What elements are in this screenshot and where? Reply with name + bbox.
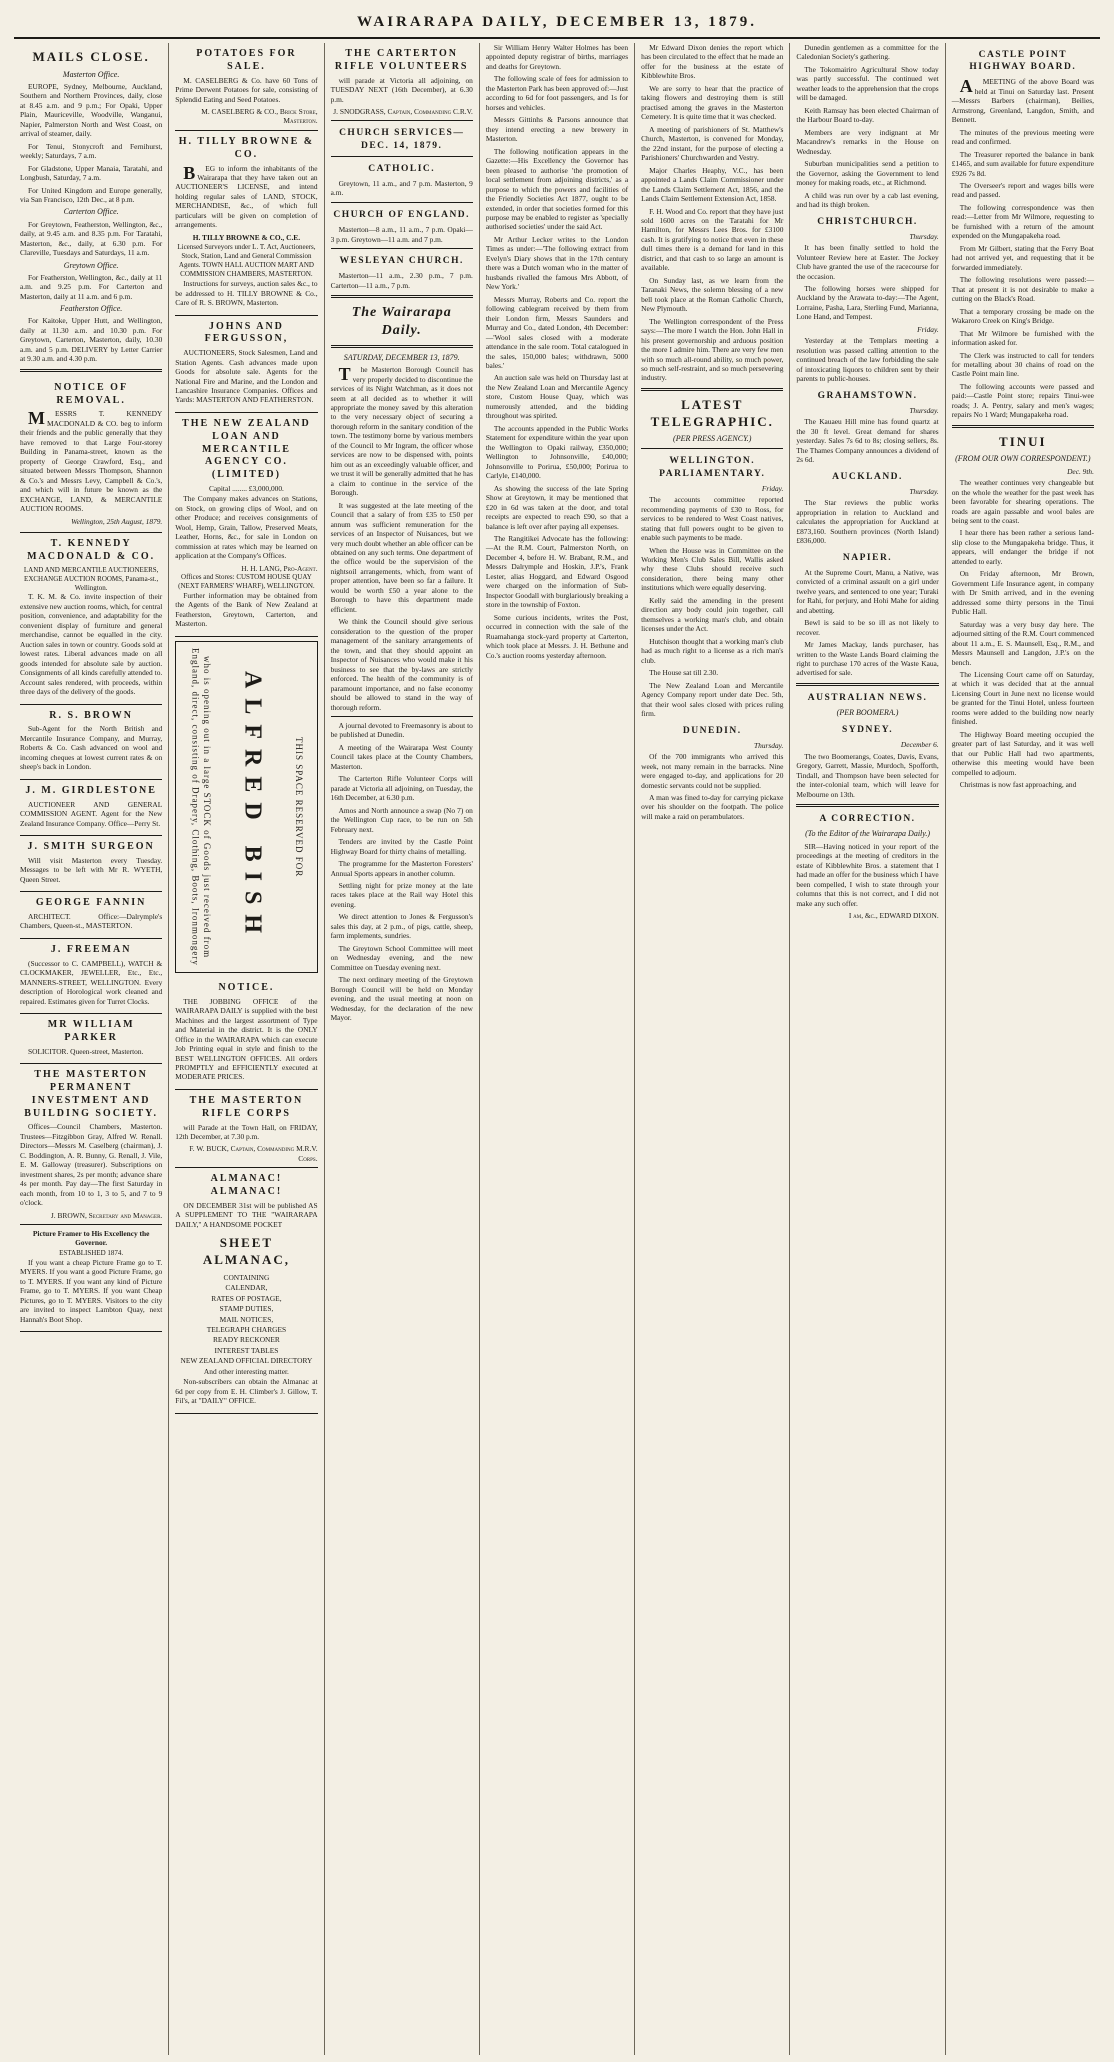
news-paragraph: Major Charles Heaphy, V.C., has been appointed a Lands Claim Commissioner under the Lands Claim Settlement Act, 1856, and the Lands Claim Settlement Extension Act, 1858. xyxy=(641,165,784,204)
news-paragraph: Hutchison thought that a working man's club had as much right to a license as a rich man's club. xyxy=(641,636,784,665)
news-paragraph: The Rangitikei Advocate has the following:—At the R.M. Court, Palmerston North, on December 4, before H. W. Brabant, R.M., and Messrs Dalrymple and Hoskin, J.P.'s, Frank Lester, alias Hoggard, and Edward Osgood were charged on the information of Sub-Inspector Goodall with burglariously breaking a store in the township of Foxton. xyxy=(485,533,629,610)
potatoes-ad-signature: M. CASELBERG & CO., Brick Store, Masterton. xyxy=(201,107,318,126)
news-paragraph: The following notification appears in the Gazette:—His Excellency the Governor has been pleased to authorise 'the promotion of local settlement from adjoining districts,' as a purpose to which the powers and facilities of the Friendly Societies Act 1877, ought to be extended, in order that societies formed for this purpose may be enabled to register as 'specially authorised societies' under the said Act. xyxy=(485,146,629,232)
dunedin-heading: DUNEDIN. xyxy=(682,725,742,736)
divider xyxy=(331,716,473,717)
news-paragraph: Members are very indignant at Mr Macandrew's remarks in the House on Wednesday. xyxy=(796,127,939,156)
jobbing-office-title: NOTICE. xyxy=(218,981,275,993)
tinui-paragraph: The weather continues very changeable but on the whole the weather for the past week has been favorable for shearing operations. The roads are again passable and wool bales are being sent to the coast. xyxy=(951,478,1094,525)
news-paragraph: Suburban municipalities send a petition to the Governor, asking the Government to lend money for making roads, etc., at Richmond. xyxy=(796,159,939,188)
nz-loan-ad xyxy=(175,413,317,637)
news-paragraph: Of the 700 immigrants who arrived this week, not many remain in the barracks. Nine were engaged to-day, and applications for 20 domestic servants could not be supplied. xyxy=(641,752,784,790)
news-paragraph: Messrs Gittinhs & Parsons announce that they intend erecting a new brewery in Masterton. xyxy=(485,115,629,144)
news-paragraph: A man was fined to-day for carrying pickaxe over his shoulder on the footpath. The police will make a raid on perambulators. xyxy=(641,793,784,821)
editorial-date: SATURDAY, DECEMBER 13, 1879. xyxy=(343,352,460,362)
christchurch-heading: CHRISTCHURCH. xyxy=(817,216,918,227)
almanac-title: ALMANAC! ALMANAC! xyxy=(210,1173,283,1198)
fannin-ad-title: GEORGE FANNIN xyxy=(35,897,147,909)
news-paragraph: The Wellington correspondent of the Press says:—The more I watch the Hon. John Hall in his present governorship and arduous position the more I admire him. There are very few men with so much all-round ability, so much power, so much self-restraint, and so much persevering industry. xyxy=(641,316,784,383)
building-society-title: THE MASTERTON PERMANENT INVESTMENT AND BUILDING SOCIETY. xyxy=(24,1069,158,1119)
almanac-content-item: CONTAINING xyxy=(223,1272,270,1282)
column-1 xyxy=(14,43,169,2055)
rifle-corps-notice xyxy=(175,1090,317,1168)
news-paragraph: The Kauaeu Hill mine has found quartz at the 30 ft level. Great demand for shares yesterday. Sales 7s 6d to 8s; closing sellers, 8s. The Thames Company announces a dividend of 2s 6d. xyxy=(796,417,939,465)
news-paragraph: A meeting of the Wairarapa West County Council takes place at the County Chambers, Masterton. xyxy=(330,742,473,771)
news-paragraph: We direct attention to Jones & Fergusson's sales this day, at 2 p.m., of pigs, cattle, sheep, farm implements, sundries. xyxy=(330,912,473,941)
highway-board-paragraph: That a temporary crossing be made on the Wakaroro Creek on King's Bridge. xyxy=(951,306,1094,326)
picture-framer-established: ESTABLISHED 1874. xyxy=(59,1248,124,1257)
nz-loan-capital: Capital ........ £3,000,000. xyxy=(208,483,284,493)
potatoes-ad-title: POTATOES FOR SALE. xyxy=(196,48,297,72)
latest-telegraphic-source: (PER PRESS AGENCY.) xyxy=(673,434,752,444)
rifle-corps-title: THE MASTERTON RIFLE CORPS xyxy=(189,1094,304,1119)
alfred-bish-name: ALFRED BISH xyxy=(239,670,266,943)
tilly-browne-instructions: Instructions for surveys, auction sales &c., to be addressed to H. TILLY BROWNE & Co., Care of R. S. BROWN, Masterton. xyxy=(175,279,318,308)
masterton-office-heading: Masterton Office. xyxy=(62,69,120,79)
wesleyan-heading: WESLEYAN CHURCH. xyxy=(339,255,464,266)
news-paragraph: Mr James Mackay, lands purchaser, has written to the Waste Lands Board claiming the right to purchase 170 acres of the Waste Kaua, advertised for sale. xyxy=(796,640,939,678)
divider xyxy=(331,202,473,203)
surgeon-ad-text: Will visit Masterton every Tuesday. Messages to be left with Mr R. WYETH, Queen Street. xyxy=(20,855,163,884)
dateline: Thursday. xyxy=(754,740,784,750)
mails-paragraph: For United Kingdom and Europe generally, via San Francisco, 12th Dec., at 8 p.m. xyxy=(20,185,163,205)
highway-board-paragraph: AMEETING of the above Board was held at Tinui on Saturday last. Present—Messrs Barbers (chairman), Beilies, Armstrong, Greenland, Langdon, Smith, and Bennett. xyxy=(951,76,1094,125)
parker-ad xyxy=(20,1014,162,1064)
news-paragraph: Keith Ramsay has been elected Chairman of the Harbour Board to-day. xyxy=(796,105,939,125)
catholic-heading: CATHOLIC. xyxy=(368,163,436,174)
correction-signature: I am, &c., EDWARD DIXON. xyxy=(848,910,939,920)
church-of-england-heading: CHURCH OF ENGLAND. xyxy=(333,209,471,220)
napier-heading: NAPIER. xyxy=(842,552,893,563)
mails-paragraph: For Gladstone, Upper Manaia, Taratahi, and Longbush, Saturday, 7 a.m. xyxy=(20,163,163,183)
catholic-times: Greytown, 11 a.m., and 7 p.m. Masterton, 9 a.m. xyxy=(330,178,473,198)
divider xyxy=(331,156,473,157)
news-paragraph: We are sorry to hear that the practice of taking flowers and destroying them is still practised among the graves in the Masterton Cemetery. It is quite time that it was checked. xyxy=(641,83,784,122)
paper-title: The Wairarapa Daily. xyxy=(351,305,452,338)
divider xyxy=(20,369,162,372)
divider xyxy=(331,345,473,348)
nz-loan-offices: Offices and Stores: CUSTOM HOUSE QUAY (NEXT FARMERS' WHARF), WELLINGTON. xyxy=(178,573,315,591)
highway-board-paragraph: The Overseer's report and wages bills were read and passed. xyxy=(951,181,1094,200)
nz-loan-signature: H. H. LANG, Pro-Agent. xyxy=(241,563,318,573)
johns-fergusson-ad xyxy=(175,316,317,413)
highway-board-paragraph: From Mr Gilbert, stating that the Ferry Boat had not arrived yet, and requesting that it be forwarded immediately. xyxy=(951,243,1094,272)
surgeon-ad-title: J. SMITH SURGEON xyxy=(27,840,155,852)
tinui-paragraph: Christmas is now fast approaching, and xyxy=(959,780,1077,790)
divider xyxy=(796,683,938,686)
column-6 xyxy=(790,43,945,2055)
news-paragraph: Mr Arthur Lecker writes to the London Times as under:—'The following extract from Evelyn's Diary shows that in the 17th century there was a Dutch woman who in the matter of husbands rivalled the famous Mrs Abbott, of New York.' xyxy=(485,234,629,292)
mails-paragraph: For Featherston, Wellington, &c., daily at 11 a.m. and 9.25 p.m. For Carterton and Masterton, daily at 11 a.m. and 6 p.m. xyxy=(20,272,163,301)
news-paragraph: Settling night for prize money at the late races takes place at the Rail way Hotel this evening. xyxy=(330,881,473,909)
brown-ad xyxy=(20,705,162,780)
almanac-content-item: RATES OF POSTAGE, xyxy=(211,1293,282,1303)
potatoes-ad-text: M. CASELBERG & Co. have 60 Tons of Prime Derwent Potatoes for sale, consisting of Splendid Eating and Seed Potatoes. xyxy=(175,75,318,104)
kennedy-ad-title: T. KENNEDY MACDONALD & CO. xyxy=(27,538,156,562)
kennedy-ad-text: T. K. M. & Co. invite inspection of their extensive new auction rooms, which, for central position, convenience, and adaptability for the convenient display of furniture and general merchandise, cannot be equalled in the city. Auction sales in town or country. Goods sold at lowest rates. Liberal advances made on all goods intended for absolute sale by auction. Consignments of all kinds carefully attended to. Account sales rendered, with proceeds, within three days of the delivery of the goods. xyxy=(20,592,163,697)
kennedy-ad xyxy=(20,533,162,705)
divider xyxy=(331,295,473,298)
auckland-heading: AUCKLAND. xyxy=(832,471,903,482)
news-paragraph: The next ordinary meeting of the Greytown Borough Council will be held on Monday evening, and the usual meeting at noon on Wednesday, for the declaration of the new Mayor. xyxy=(330,975,473,1023)
news-paragraph: The Tokomairiro Agricultural Show today was partly successful. The continued wet weather leads to the apprehension that the crops will be damaged. xyxy=(796,64,939,103)
greytown-office-heading: Greytown Office. xyxy=(63,260,119,270)
picture-framer-text: If you want a cheap Picture Frame go to T. MYERS. If you want a good Picture Frame, go to T. MYERS. If you want any kind of Picture Frame, go to T. MYERS. If you want Cheap Pictures, go to T. MYERS. Visitors to the city are invited to inspect Lambton Quay, next Hannah's Boot Shop. xyxy=(20,1257,163,1324)
column-7 xyxy=(946,43,1100,2055)
girdlestone-ad-text: AUCTIONEER AND GENERAL COMMISSION AGENT. Agent for the New Zealand Insurance Company. Office—Perry St. xyxy=(20,799,163,828)
mails-paragraph: For Tenui, Stonycroft and Fernihurst, weekly; Saturdays, 7 a.m. xyxy=(20,141,163,161)
dateline: Friday. xyxy=(761,483,784,493)
tilly-browne-signature: H. TILLY BROWNE & CO., C.E. xyxy=(192,232,301,242)
featherston-office-heading: Featherston Office. xyxy=(60,304,123,314)
news-paragraph: The programme for the Masterton Foresters' Annual Sports appears in another column. xyxy=(330,859,473,878)
johns-fergusson-text: AUCTIONEERS, Stock Salesmen, Land and Station Agents. Cash advances made upon Goods for absolute sale. Agents for the National Fire and Marine, and the London and Lancashire Insurance Companies. Offices and Yards: MASTERTON AND FEATHERSTON. xyxy=(175,348,318,405)
tinui-paragraph: On Friday afternoon, Mr Brown, Government Life Insurance agent, in company with Dr Smith arrived, and in the evening addressed some thirty persons in the Tinui Public Hall. xyxy=(951,569,1094,617)
freeman-ad xyxy=(20,939,162,1014)
news-paragraph: At the Supreme Court, Manu, a Native, was convicted of a criminal assault on a girl under twelve years, and sentenced to one year; Turaki for Rahi, for perjury, and Hohi Mahe for aiding and abetting. xyxy=(796,567,939,615)
mails-paragraph: For Kaitoke, Upper Hutt, and Wellington, daily at 11.30 a.m. and 10.30 p.m. For Greytown, Carterton, Masterton, daily, 10.30 a.m. and 5 p.m. DELIVERY by Letter Carrier at 9.30 a.m. and 4.30 p.m. xyxy=(20,316,163,364)
carterton-rifle-title: THE CARTERTON RIFLE VOLUNTEERS xyxy=(334,48,469,72)
picture-framer-ad xyxy=(20,1225,162,1332)
column-2 xyxy=(169,43,324,2055)
dateline: Thursday. xyxy=(909,405,939,415)
freeman-ad-text: (Successor to C. CAMPBELL), WATCH & CLOCKMAKER, JEWELLER, Etc., Etc., MANNERS-STREET, WELLINGTON. Every description of Horological work cleaned and repaired. Estimates given for Turret Clocks. xyxy=(20,958,163,1006)
jobbing-office-text: THE JOBBING OFFICE of the WAIRARAPA DAILY is supplied with the best Machines and the largest assortment of Type and Material in the district. It is the ONLY Office in the WAIRARAPA which can execute Job Printing equal in style and finish to the BEST WELLINGTON OFFICES. All orders PROMPTLY and EFFICIENTLY executed at MODERATE PRICES. xyxy=(175,996,318,1082)
wesleyan-times: Masterton—11 a.m., 2.30 p.m., 7 p.m. Carterton—11 a.m., 7 p.m. xyxy=(330,271,473,290)
carterton-rifle-notice xyxy=(331,43,473,121)
news-paragraph: The two Boomerangs, Coates, Davis, Evans, Gregory, Garrett, Massie, Murdoch, Spofforth, Tindall, and Thompson have been selected for the inter-colonial team, which will leave for Melbourne on 13th. xyxy=(796,751,939,799)
news-paragraph: On Sunday last, as we learn from the Taranaki News, the solemn blessing of a new bell took place at the Roman Catholic Church, New Plymouth. xyxy=(641,275,784,314)
almanac-content-item: NEW ZEALAND OFFICIAL DIRECTORY xyxy=(180,1356,313,1366)
fannin-ad-text: ARCHITECT. Office:—Dalrymple's Chambers, Queen-st., MASTERTON. xyxy=(20,911,163,931)
highway-board-paragraph: The minutes of the previous meeting were read and confirmed. xyxy=(951,127,1094,147)
tilly-browne-title: H. TILLY BROWNE & CO. xyxy=(178,135,315,160)
removal-notice xyxy=(20,377,162,533)
potatoes-ad xyxy=(175,43,317,131)
masthead: WAIRARAPA DAILY, DECEMBER 13, 1879. xyxy=(14,10,1100,39)
news-paragraph: Mr Edward Dixon denies the report which has been circulated to the effect that he made an offer for the business at the estate of Kibblewhite Bros. xyxy=(641,43,784,81)
wellington-heading: WELLINGTON. PARLIAMENTARY. xyxy=(659,456,766,479)
news-paragraph: Sir William Henry Walter Holmes has been appointed deputy registrar of births, marriages and deaths for Greytown. xyxy=(485,43,629,71)
divider xyxy=(641,448,783,449)
tinui-paragraph: Saturday was a very busy day here. The adjourned sitting of the R.M. Court commenced about 11 a.m., E. S. Maunsell, Esq., R.M., and Messrs Maunsell and Langdon, J.P.'s on the bench. xyxy=(951,619,1094,667)
almanac-content-item: INTEREST TABLES xyxy=(214,1345,279,1355)
tinui-heading: TINUI xyxy=(999,433,1047,449)
news-paragraph: Bewl is said to be so ill as not likely to recover. xyxy=(796,618,939,637)
building-society-text: Offices—Council Chambers, Masterton. Trustees—Fitzgibbon Gray, Alfred W. Renall. Directors—Messrs M. Caselberg (chairman), J. C. Boddington, A. R. Bunny, G. Renall, J. Vile, E. M. Galloway (treasurer). Subscriptions on investment shares, 2s per month; advance share 4s per month. Pay day—The first Saturday in each month, from 10 to 1, 3 to 5, and 7 to 9 o'clock. xyxy=(20,1122,163,1208)
news-paragraph: Messrs Murray, Roberts and Co. report the following cablegram received by them from their London firm, Messrs Saunders and Murray and Co., dated London, 4th December:—'Wool sales closed with a moderate attendance in the sale room. Total catalogued in the sales, 150,000 bales; withdrawn, 5000 bales.' xyxy=(485,294,629,370)
almanac-text: ON DECEMBER 31st will be published AS A SUPPLEMENT TO THE "WAIRARAPA DAILY," A HANDSOME POCKET xyxy=(175,1200,318,1229)
divider xyxy=(331,248,473,249)
news-paragraph: The accounts appended in the Public Works Statement for expenditure within the year upon the Wellington to Opaki railway, £350,000; Wellington to Johnsonville, £40,000; Johnsonville to Porirua, £50,000; Porirua to Carlyle, £140,000. xyxy=(485,423,629,481)
news-paragraph: A child was run over by a cab last evening, and had its thigh broken. xyxy=(796,190,939,210)
highway-board-paragraph: The following accounts were passed and paid:—Castle Point store; repairs Tinui-wee roads; J. A. Pentry, salary and men's wages; repairs No 1 Ward; Mungapakeha road. xyxy=(951,381,1094,420)
news-paragraph: The Star reviews the public works appropriation in relation to Auckland and calculates the appropriation for Auckland at £873,160. Southern provinces (North Island) £836,000. xyxy=(796,498,939,546)
freeman-ad-title: J. FREEMAN xyxy=(50,943,132,955)
alfred-bish-details: who is opening out in a large STOCK of Goods just received from England, direct, consisting of Drapery, Clothing, Boots, Ironmongery xyxy=(190,647,212,966)
dateline: December 6. xyxy=(900,740,939,750)
nz-loan-title: THE NEW ZEALAND LOAN AND MERCANTILE AGENCY CO. (LIMITED) xyxy=(182,417,311,481)
tinui-correspondent: (FROM OUR OWN CORRESPONDENT.) xyxy=(955,454,1091,464)
almanac-content-item: TELEGRAPH CHARGES xyxy=(206,1324,287,1334)
building-society-signature: J. BROWN, Secretary and Manager. xyxy=(50,1210,163,1220)
divider xyxy=(641,388,783,391)
news-paragraph: It has been finally settled to hold the Volunteer Review here at Easter. The Jockey Club have granted the use of the racecourse for the occasion. xyxy=(796,243,939,281)
brown-ad-title: R. S. BROWN xyxy=(49,709,133,721)
almanac-content-item: STAMP DUTIES, xyxy=(219,1304,274,1314)
news-paragraph: Some curious incidents, writes the Post, occurred in connection with the sale of the Ruamahanga stock-yard property at Carterton, which took place at Messrs. J. H. Bethune and Co.'s auction rooms yesterday afternoon. xyxy=(485,612,629,660)
almanac-footer: Non-subscribers can obtain the Almanac at 6d per copy from E. H. Climber's J. Gillow, T. Fil's, at "DAILY" OFFICE. xyxy=(175,1377,318,1406)
nz-loan-further: Further information may be obtained from the Agents of the Bank of New Zealand at Featherston, Greytown, Carterton, and Masterton. xyxy=(175,591,318,629)
news-paragraph: F. H. Wood and Co. report that they have just sold 1600 acres on the Taratahi for Mr Hamilton, for Messrs Lees Bros. for £3100 cash. It is gratifying to notice that even in these dull times there is a demand for land in this district, and that cash to so large an amount is available. xyxy=(641,206,784,273)
divider xyxy=(796,804,938,807)
girdlestone-ad-title: J. M. GIRDLESTONE xyxy=(25,784,157,796)
column-4 xyxy=(480,43,635,2055)
news-paragraph: A meeting of parishioners of St. Matthew's Church, Masterton, is convened for Monday, the 22nd instant, for the purpose of electing a Parishioners' Churchwarden and Vestry. xyxy=(641,124,784,163)
news-paragraph: The following horses were shipped for Auckland by the Arawata to-day:—The Agent, Lorraine, Pasha, Lara, Sterling Fund, Marianna, Lone Hand, and Tempest. xyxy=(796,284,939,322)
columns xyxy=(14,43,1100,2055)
tinui-paragraph: The Highway Board meeting occupied the greater part of last Saturday, and it was well that our Public Hall had two apartments, otherwise this meeting would have been compelled to adjourn. xyxy=(951,729,1094,777)
news-paragraph: The Carterton Rifle Volunteer Corps will parade at Victoria all adjoining, on Tuesday, the 16th December, at 6.30 p.m. xyxy=(330,774,473,803)
alfred-bish-reserved: THIS SPACE RESERVED FOR xyxy=(294,736,305,877)
sydney-heading: SYDNEY. xyxy=(842,725,894,736)
correction-letter: SIR—Having noticed in your report of the proceedings at the meeting of creditors in the estate of Kibblewhite Bros. a statement that I had made an offer for the business which I have been compelled, I wish to state through your columns that this is not correct, and I did not make any such offer. xyxy=(796,841,939,908)
news-paragraph: The accounts committee reported recommending payments of £30 to Ross, for services to be rendered to West Coast natives, stating that full powers ought to be given to enable such payments to be made. xyxy=(641,495,784,543)
almanac-content-item: And other interesting matter. xyxy=(203,1366,289,1376)
almanac-content-item: CALENDAR, xyxy=(225,1283,268,1293)
brown-ad-text: Sub-Agent for the North British and Mercantile Insurance Company, and Murray, Roberts & Co. Cash advanced on wool and incoming cheques at lowest current rates & on sheep's back in London. xyxy=(20,724,163,772)
almanac-big-title: SHEET ALMANAC, xyxy=(202,1235,290,1267)
dateline: Thursday. xyxy=(909,486,939,496)
highway-board-paragraph: The Clerk was instructed to call for tenders for metalling about 30 chains of road on the Castle Point main line. xyxy=(951,350,1094,379)
carterton-rifle-signature: J. SNODGRASS, Captain, Commanding C.R.V. xyxy=(333,107,473,116)
dateline: Dec. 9th. xyxy=(1067,466,1094,476)
highway-board-heading: CASTLE POINT HIGHWAY BOARD. xyxy=(969,50,1077,73)
rifle-corps-signature: F. W. BUCK, Captain, Commanding M.R.V. Corps. xyxy=(189,1144,318,1163)
removal-notice-date: Wellington, 25th August, 1879. xyxy=(71,516,163,526)
latest-telegraphic-heading: LATEST TELEGRAPHIC. xyxy=(650,396,774,429)
highway-board-paragraph: The Treasurer reported the balance in bank £1465, and sum available for future expenditure £926 7s 8d. xyxy=(951,149,1094,178)
news-paragraph: Tenders are invited by the Castle Point Highway Board for thirty chains of metalling. xyxy=(330,837,473,856)
removal-notice-title: NOTICE OF REMOVAL. xyxy=(54,381,129,406)
editorial-paragraph: The Masterton Borough Council has very properly decided to discontinue the services of its Night Watchman, as it does not seem at all decided as to whether it will appropriate the money saved by this alteration to the very necessary object of securing a thorough reform in the sanitary condition of the town. The testimony borne by various members of the Council to Mr Ingram, the officer whose services are now to be dispensed with, points him out as an exceedingly valuable officer, and we trust it will be generally admitted that he has a claim to continue in the service of the Borough. xyxy=(330,364,473,498)
news-paragraph: An auction sale was held on Thursday last at the New Zealand Loan and Mercantile Agency store, Custom House Quay, which was numerously attended, and the bidding throughout was spirited. xyxy=(485,373,629,421)
parker-ad-title: MR WILLIAM PARKER xyxy=(47,1019,135,1043)
news-paragraph: Dunedin gentlemen as a committee for the Caledonian Society's gathering. xyxy=(796,43,939,62)
column-3 xyxy=(325,43,480,2055)
column-5 xyxy=(635,43,790,2055)
grahamstown-heading: GRAHAMSTOWN. xyxy=(817,390,918,401)
correction-to-editor: (To the Editor of the Wairarapa Daily.) xyxy=(805,829,931,839)
editorial-paragraph: It was suggested at the late meeting of the Council that a salary of from £35 to £50 per annum was sufficient remuneration for the services of an Inspector of Nuisances, but we very much doubt whether an able officer can be obtained on any such terms. One department of the office would be the supervision of the nightsoil arrangements, which, from want of proper attention, have been so far a failure. It would be worth £50 a year alone to the Borough to have this department made efficient. xyxy=(330,500,473,614)
building-society-ad xyxy=(20,1064,162,1225)
divider xyxy=(952,425,1094,428)
tinui-paragraph: I hear there has been rather a serious land-slip close to the Mungapakeha bridge. Thus, it appears, will endanger the bridge if not attended to early. xyxy=(951,528,1094,566)
highway-board-paragraph: The following correspondence was then read:—Letter from Mr Wilmore, requesting to be furnished with a return of the amount expended on the Mungapakeha road. xyxy=(951,202,1094,241)
surgeon-ad xyxy=(20,836,162,892)
news-paragraph: The Greytown School Committee will meet on Wednesday evening, and the new Committee on Tuesday evening next. xyxy=(330,943,473,972)
picture-framer-title: Picture Framer to His Excellency the Governor. xyxy=(32,1229,150,1248)
tinui-paragraph: The Licensing Court came off on Saturday, at which it was decided that at the annual Licensing Court in June next no license would be granted for the Tinui Hotel, unless fourteen rooms were added to the building now nearly finished. xyxy=(951,670,1094,727)
news-paragraph: Amos and North announce a swap (No 7) on the Wellington Cup race, to be run on 5th February next. xyxy=(330,805,473,834)
news-paragraph: The following scale of fees for admission to the Masterton Park has been approved of:—Just according to 6d for foot passengers, and 1s for horses and vehicles. xyxy=(485,74,629,112)
church-services-heading: CHURCH SERVICES—DEC. 14, 1879. xyxy=(339,128,465,151)
highway-board-paragraph: That Mr Wilmore be furnished with the information asked for. xyxy=(951,328,1094,348)
correction-heading: A CORRECTION. xyxy=(819,814,916,825)
news-paragraph: As showing the success of the late Spring Show at Greytown, it may be mentioned that £20 in 6d was taken at the door, and total receipts are expected to reach £90, so that a balance is left over after paying all expenses. xyxy=(485,483,629,531)
almanac-content-item: READY RECKONER xyxy=(212,1335,280,1345)
mails-close-heading: MAILS CLOSE. xyxy=(32,49,150,64)
alfred-bish-ad xyxy=(175,641,317,973)
news-paragraph: Yesterday at the Templars meeting a resolution was passed calling attention to the continued breach of the law forbidding the sale of intoxicating liquors to children sent by their parents to public-houses. xyxy=(796,336,939,384)
tilly-browne-subtitle: Licensed Surveyors under L. T. Act, Auctioneers, Stock, Station, Land and General Commission Agents. TOWN HALL AUCTION MART AND COMMISSION CHAMBERS, MASTERTON. xyxy=(177,243,316,279)
jobbing-office-notice xyxy=(175,977,317,1090)
news-paragraph: When the House was in Committee on the Working Men's Club Sales Bill, Wallis asked why these Clubs should receive such consideration, there being many other institutions which were equally deserving. xyxy=(641,545,784,593)
fannin-ad xyxy=(20,892,162,939)
australian-news-source: (PER BOOMERA.) xyxy=(836,708,899,718)
almanac-content-item: MAIL NOTICES, xyxy=(219,1314,274,1324)
news-paragraph: Kelly said the amending in the present direction any body could join together, call themselves a working man's club, and obtain licenses under the Act. xyxy=(641,595,784,634)
johns-fergusson-title: JOHNS AND FERGUSSON, xyxy=(204,320,289,345)
news-paragraph: A journal devoted to Freemasonry is about to be published at Dunedin. xyxy=(330,720,473,740)
news-paragraph: The New Zealand Loan and Mercantile Agency Company report under date Dec. 5th, that their wool sales closed with prices ruling firm. xyxy=(641,680,784,719)
almanac-contents xyxy=(175,1273,317,1377)
highway-board-paragraph: The following resolutions were passed:—That at present it is not desirable to make a cutting on the Black's Road. xyxy=(951,275,1094,304)
editorial-paragraph: We think the Council should give serious consideration to the question of the proper management of the sanitary arrangements of the town, and that they should appoint an Inspector of Nuisances who would make it his business to see that the by-laws are strictly enforced. The health of the community is of paramount importance, and no false economy should be allowed to stand in the way of thorough reform. xyxy=(330,617,473,712)
carterton-office-heading: Carterton Office. xyxy=(63,207,119,217)
tilly-browne-text: BEG to inform the inhabitants of the Wairarapa that they have taken out an AUCTIONEER'S LICENSE, and intend holding regular sales of LAND, STOCK, MERCHANDISE, &c., of which full particulars will be given on completion of arrangements. xyxy=(175,162,318,230)
carterton-rifle-text: will parade at Victoria all adjoining, on TUESDAY NEXT (16th December), at 6.30 p.m. xyxy=(330,75,473,104)
kennedy-ad-subtitle: LAND AND MERCANTILE AUCTIONEERS, EXCHANGE AUCTION ROOMS, Panama-st., Wellington. xyxy=(23,565,159,592)
church-of-england-times: Masterton—8 a.m., 11 a.m., 7 p.m. Opaki—3 p.m. Greytown—11 a.m. and 7 p.m. xyxy=(330,225,473,244)
australian-news-heading: AUSTRALIAN NEWS. xyxy=(807,692,928,703)
tilly-browne-ad xyxy=(175,131,317,316)
parker-ad-text: SOLICITOR. Queen-street, Masterton. xyxy=(28,1046,144,1056)
news-paragraph: The House sat till 2.30. xyxy=(649,668,719,678)
nz-loan-text: The Company makes advances on Stations, on Stock, on growing clips of Wool, and on other Produce; and receives consignments of Wool, Hemp, Grain, Tallow, Preserved Meats, Leather, Horns, &c., for sale in London on commission at rates which may be learned on application at the Company's Offices. xyxy=(175,494,318,561)
rifle-corps-text: will Parade at the Town Hall, on FRIDAY, 12th December, at 7.30 p.m. xyxy=(175,1122,318,1141)
dateline: Thursday. xyxy=(909,231,939,241)
almanac-ad xyxy=(175,1168,317,1413)
mails-paragraph: EUROPE, Sydney, Melbourne, Auckland, Southern and Northern Provinces, daily, close at 8.45 a.m. and 9 p.m.; For Opaki, Upper Plain, Mauriceville, Woodville, Wanganui, Napier, Palmerston North and West Coast, on arrival of steamer, daily. xyxy=(20,81,163,139)
mails-paragraph: For Greytown, Featherston, Wellington, &c., daily, at 9.45 a.m. and 8.35 p.m. For Taratahi, Masterton, &c., daily, at 6.30 p.m. For Clareville, Tuesdays and Saturdays, 11 a.m. xyxy=(20,219,163,258)
girdlestone-ad xyxy=(20,780,162,836)
removal-notice-text: MESSRS T. KENNEDY MACDONALD & CO. beg to inform their friends and the public generally that they have removed to that Large Four-storey Building in Panama-street, known as the property of George Crawford, Esq., and situated between Messrs Thompson, Shannon & Co.'s and Messrs Levy, Campbell & Co.'s, and which will in future be known as the EXCHANGE, LAND, & MERCANTILE AUCTION ROOMS. xyxy=(20,408,163,514)
dateline: Friday. xyxy=(917,324,939,334)
